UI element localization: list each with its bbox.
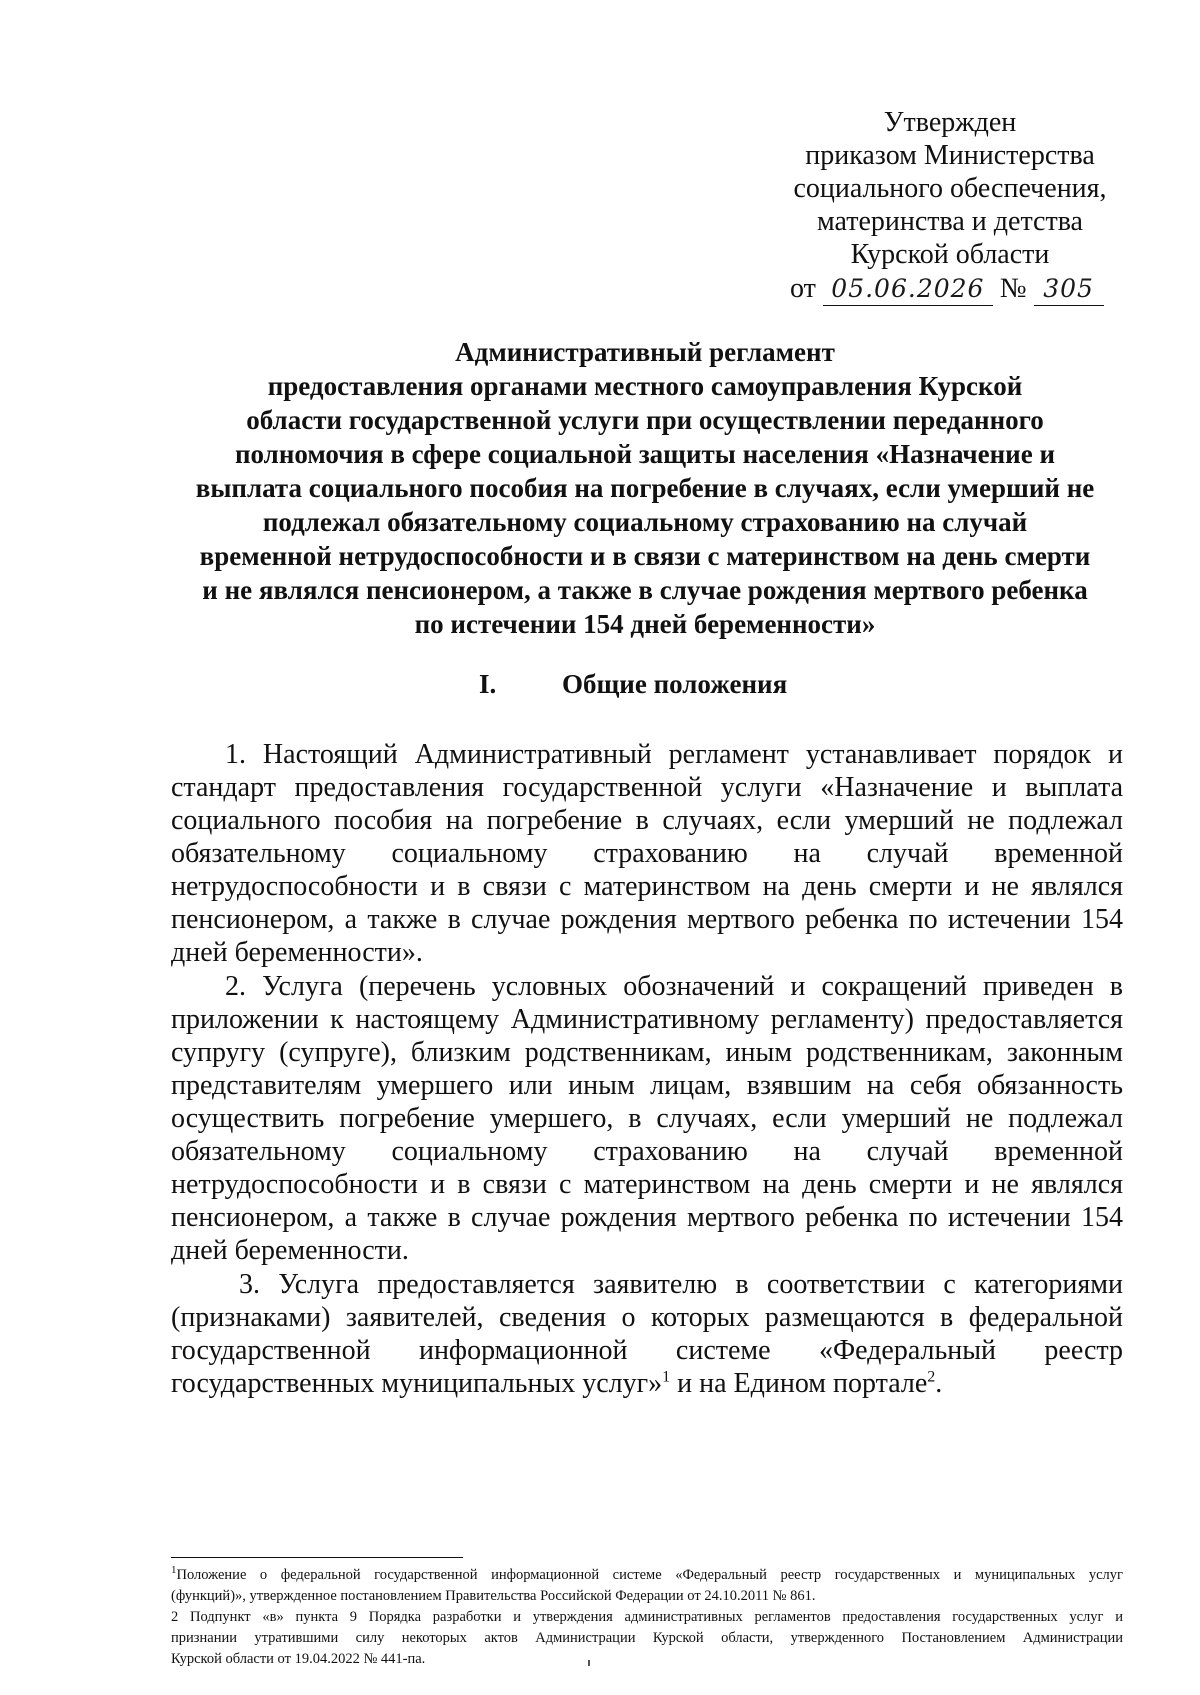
paragraph-line: дней беременности. xyxy=(171,1235,409,1266)
number-prefix: № xyxy=(999,273,1027,304)
paragraph-2 xyxy=(171,970,1123,1267)
section-number: I. xyxy=(479,669,497,699)
section-title: Общие положения xyxy=(562,669,788,699)
paragraph-line: обязательному социальному страхованию на случай временной xyxy=(171,1136,1123,1167)
approval-date-number xyxy=(760,272,1140,306)
footnote-1-line xyxy=(171,1565,1123,1586)
document-body xyxy=(171,738,1123,1401)
footnote-ref-1[interactable]: 1 xyxy=(662,1368,671,1386)
footnote-2-line: признании утратившими силу некоторых актов Администрации Курской области, утвержденного Постановлением Администрации xyxy=(171,1630,1123,1646)
title-line: выплата социального пособия на погребение в случаях, если умерший не xyxy=(195,473,1095,503)
paragraph-line: дней беременности». xyxy=(171,937,423,968)
paragraph-line: стандарт предоставления государственной услуги «Назначение и выплата xyxy=(171,772,1123,803)
paragraph-line-with-footnotes xyxy=(171,1367,1123,1400)
paragraph-line: государственной информационной системе «Федеральный реестр xyxy=(171,1335,1123,1366)
footnotes xyxy=(171,1565,1123,1670)
paragraph-1 xyxy=(171,738,1123,969)
approval-line: материнства и детства xyxy=(817,206,1083,237)
paragraph-line: 3. Услуга предоставляется заявителю в соответствии с категориями xyxy=(239,1269,1123,1300)
document-title xyxy=(165,335,1125,641)
footnote-marker-1: 1 xyxy=(171,1564,177,1577)
paragraph-text: государственных муниципальных услуг» xyxy=(171,1368,663,1399)
paragraph-line: супругу (супруге), близким родственникам, иным родственникам, законным xyxy=(171,1037,1123,1068)
title-line: и не являлся пенсионером, а также в случае рождения мертвого ребенка xyxy=(202,575,1088,605)
handwritten-number: 305 xyxy=(1034,272,1104,306)
paragraph-line: нетрудоспособности и в связи с материнством на день смерти и не являлся xyxy=(171,871,1123,902)
paragraph-line: (признаками) заявителей, сведения о которых размещаются в федеральной xyxy=(171,1302,1123,1333)
title-line: подлежал обязательному социальному страхованию на случай xyxy=(262,507,1028,537)
footnote-1-line: (функций)», утвержденное постановлением Правительства Российской Федерации от 24.10.2011 № 861. xyxy=(171,1588,816,1604)
footnote-text: Положение о федеральной государственной информационной системе «Федеральный реестр государственных и муниципальных услуг xyxy=(176,1567,1123,1583)
paragraph-line: нетрудоспособности и в связи с материнством на день смерти и не являлся xyxy=(171,1169,1123,1200)
paragraph-line: 1. Настоящий Административный регламент устанавливает порядок и xyxy=(225,739,1123,770)
paragraph-3 xyxy=(171,1268,1123,1400)
paragraph-line: представителям умершего или иным лицам, взявшим на себя обязанность xyxy=(171,1070,1123,1101)
title-line: полномочия в сфере социальной защиты населения «Назначение и xyxy=(234,439,1056,469)
title-line: предоставления органами местного самоуправления Курской xyxy=(267,371,1023,401)
date-prefix: от xyxy=(790,273,816,304)
footnote-2-line: Курской области от 19.04.2022 № 441-па. xyxy=(171,1651,426,1667)
approval-line: социального обеспечения, xyxy=(793,173,1107,204)
paragraph-line: осуществить погребение умершего, в случаях, если умерший не подлежал xyxy=(171,1103,1123,1134)
handwritten-date: 05.06.2026 xyxy=(823,272,993,306)
paragraph-text: и на Едином портале xyxy=(670,1368,928,1399)
paragraph-text: . xyxy=(935,1368,943,1399)
approval-line: приказом Министерства xyxy=(805,140,1095,171)
footnote-2-line: 2 Подпункт «в» пункта 9 Порядка разработки и утверждения административных регламентов предоставления государственных услуг и xyxy=(171,1609,1123,1625)
title-line: временной нетрудоспособности и в связи с материнством на день смерти xyxy=(199,541,1091,571)
title-line: по истечении 154 дней беременности» xyxy=(414,609,876,639)
approval-line: Курской области xyxy=(850,239,1050,270)
paragraph-line: пенсионером, а также в случае рождения мертвого ребенка по истечении 154 xyxy=(171,904,1123,935)
footnote-divider xyxy=(171,1557,463,1558)
paragraph-line: обязательному социальному страхованию на случай временной xyxy=(171,838,1123,869)
approval-block xyxy=(760,106,1140,306)
approval-line: Утвержден xyxy=(883,107,1017,138)
paragraph-line: 2. Услуга (перечень условных обозначений и сокращений приведен в xyxy=(225,971,1123,1002)
title-line: Административный регламент xyxy=(455,337,835,367)
paragraph-line: пенсионером, а также в случае рождения мертвого ребенка по истечении 154 xyxy=(171,1202,1123,1233)
paragraph-line: приложении к настоящему Административному регламенту) предоставляется xyxy=(171,1004,1123,1035)
title-line: области государственной услуги при осуществлении переданного xyxy=(246,405,1044,435)
scan-speck xyxy=(588,1660,590,1666)
paragraph-line: социального пособия на погребение в случаях, если умерший не подлежал xyxy=(171,805,1123,836)
footnote-ref-2[interactable]: 2 xyxy=(927,1368,936,1386)
